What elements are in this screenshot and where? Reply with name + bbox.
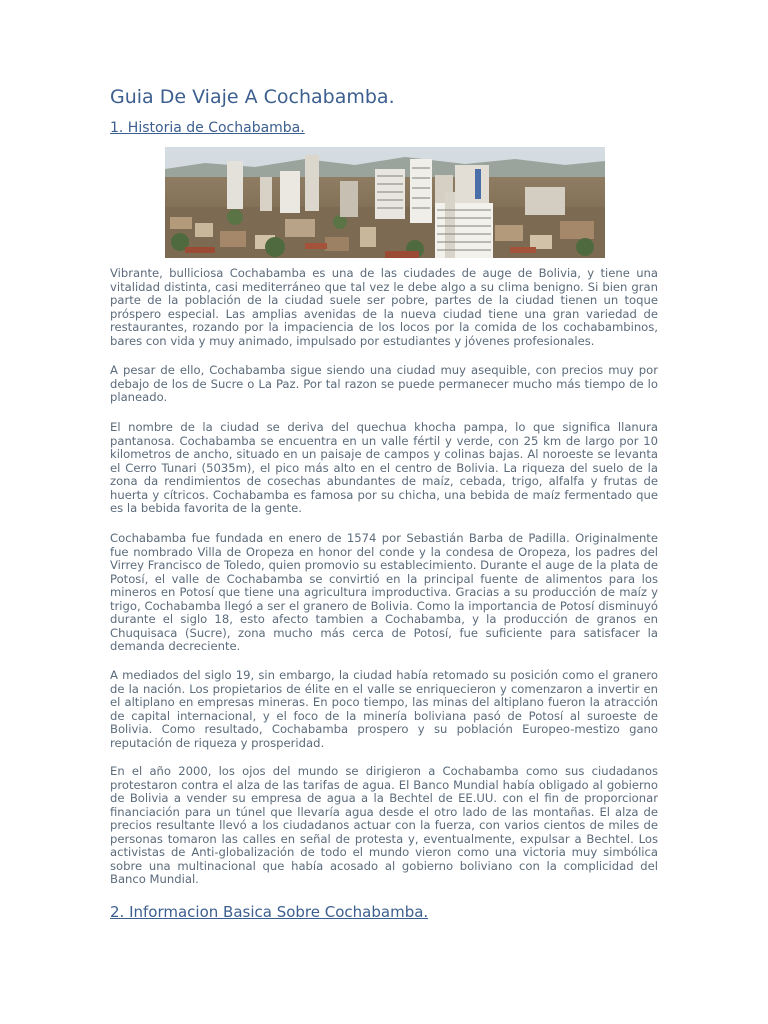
paragraph-4: Cochabamba fue fundada en enero de 1574 por Sebastián Barba de Padilla. Originalmente fue nombrado Villa de Oropeza en honor del conde y la condesa de Oropeza, los padres del Virrey Francisco de Toledo, quien promovio su establecimiento. Durante el auge de la plata de Potosí, el valle de Cochabamba se convirtió en la principal fuente de alimentos para los mineros en Potosí que tiene una agricultura improductiva. Gracias a su producción de maíz y trigo, Cochabamba llegó a ser el granero de Bolivia. Como la importancia de Potosí disminuyó durante el siglo 18, esto afecto tambien a Cochabamba, y la producción de granos en Chuquisaca (Sucre), zona mucho más cerca de Potosí, fue suficiente para satisfacer la demanda decreciente.: [110, 531, 658, 653]
cochabamba-city-photo: [165, 147, 605, 258]
paragraph-6: En el año 2000, los ojos del mundo se dirigieron a Cochabamba como sus ciudadanos protestaron contra el alza de las tarifas de agua. El Banco Mundial había obligado al gobierno de Bolivia a vender su empresa de agua a la Bechtel de EE.UU. con el fin de proporcionar financiación para un túnel que llevaría agua desde el otro lado de las montañas. El alza de precios resultante llevó a los ciudadanos actuar con la fuerza, con varios cientos de miles de personas tomaron las calles en señal de protesta y, eventualmente, expulsar a Bechtel. Los activistas de Anti-globalización de todo el mundo vieron como una victoria muy simbólica sobre una multinacional que había acosado al gobierno boliviano con la complicidad del Banco Mundial.: [110, 764, 658, 886]
document-title: Guia De Viaje A Cochabamba.: [110, 86, 395, 108]
section-heading-historia: 1. Historia de Cochabamba.: [110, 120, 305, 136]
section-heading-informacion: 2. Informacion Basica Sobre Cochabamba.: [110, 903, 429, 921]
paragraph-3: El nombre de la ciudad se deriva del quechua khocha pampa, lo que significa llanura pantanosa. Cochabamba se encuentra en un valle fértil y verde, con 25 km de largo por 10 kilometros de ancho, situado en un paisaje de campos y colinas bajas. Al noroeste se levanta el Cerro Tunari (5035m), el pico más alto en el centro de Bolivia. La riqueza del suelo de la zona da rendimientos de cosechas abundantes de maíz, cebada, trigo, alfalfa y frutas de huerta y cítricos. Cochabamba es famosa por su chicha, una bebida de maíz fermentado que es la bebida favorita de la gente.: [110, 420, 658, 515]
paragraph-1: Vibrante, bulliciosa Cochabamba es una de las ciudades de auge de Bolivia, y tiene una vitalidad distinta, casi mediterráneo que tal vez le debe algo a su clima benigno. Si bien gran parte de la población de la ciudad suele ser pobre, partes de la ciudad tienen un toque próspero especial. Las amplias avenidas de la nueva ciudad tiene una gran variedad de restaurantes, rozando por la impaciencia de los locos por la comida de los cochabambinos, bares con vida y muy animado, impulsado por estudiantes y jóvenes profesionales.: [110, 266, 658, 348]
paragraph-5: A mediados del siglo 19, sin embargo, la ciudad había retomado su posición como el granero de la nación. Los propietarios de élite en el valle se enriquecieron y comenzaron a invertir en el altiplano en empresas mineras. En poco tiempo, las minas del altiplano fueron la atracción de capital internacional, y el foco de la minería boliviana pasó de Potosí al suroeste de Bolivia. Como resultado, Cochabamba prospero y su población Europeo-mestizo gano reputación de riqueza y prosperidad.: [110, 668, 658, 750]
paragraph-2: A pesar de ello, Cochabamba sigue siendo una ciudad muy asequible, con precios muy por debajo de los de Sucre o La Paz. Por tal razon se puede permanecer mucho más tiempo de lo planeado.: [110, 363, 658, 404]
